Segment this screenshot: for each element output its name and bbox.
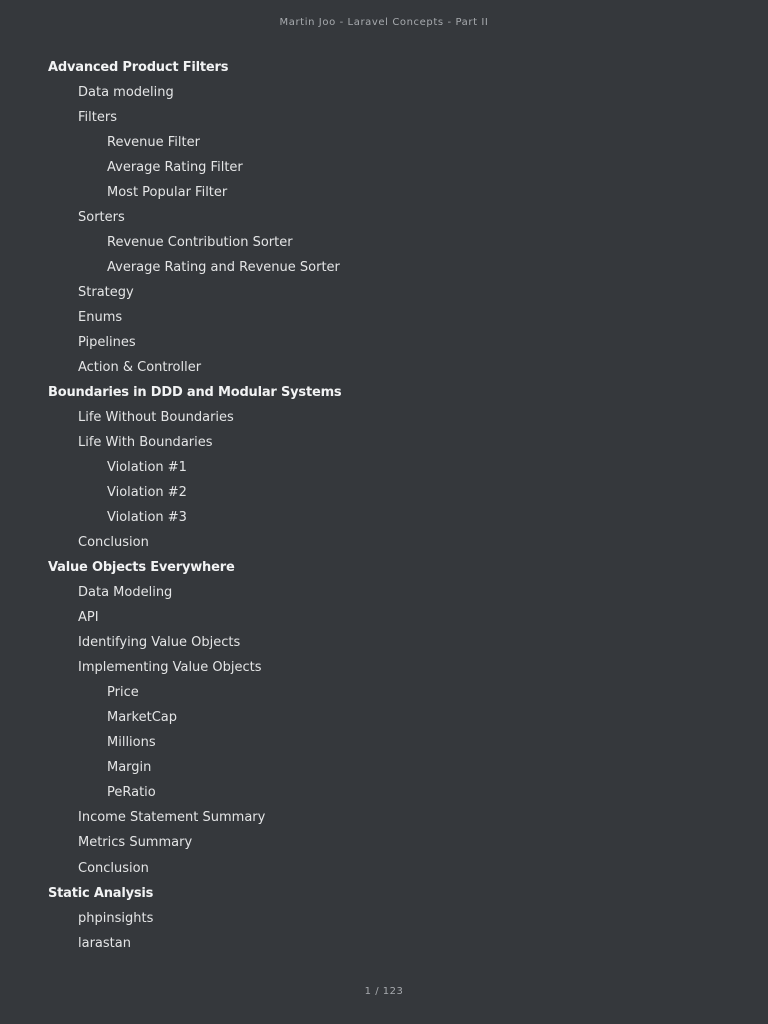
table-of-contents <box>0 58 768 959</box>
toc-subsection-link[interactable]: PeRatio <box>107 785 156 801</box>
toc-section-link[interactable]: Sorters <box>78 210 125 226</box>
toc-section-link[interactable]: Implementing Value Objects <box>78 660 262 676</box>
toc-chapter-link[interactable]: Value Objects Everywhere <box>48 560 235 576</box>
toc-subsection-link[interactable]: MarketCap <box>107 710 177 726</box>
toc-chapter-link[interactable]: Advanced Product Filters <box>48 60 229 75</box>
toc-subsection-link[interactable]: Violation #1 <box>107 460 187 476</box>
toc-subsection-link[interactable]: Average Rating Filter <box>107 160 243 176</box>
toc-subsection-link[interactable]: Most Popular Filter <box>107 185 228 201</box>
toc-section-link[interactable]: Conclusion <box>78 535 149 551</box>
page-number: 1 / 123 <box>364 986 404 997</box>
document-header: Martin Joo - Laravel Concepts - Part II <box>279 17 489 28</box>
toc-subsection-link[interactable]: Revenue Filter <box>107 135 200 151</box>
toc-subsection-link[interactable]: Price <box>107 685 139 701</box>
toc-section-link[interactable]: Metrics Summary <box>78 835 193 851</box>
toc-subsection-link[interactable]: Margin <box>107 760 152 776</box>
toc-chapter-link[interactable]: Boundaries in DDD and Modular Systems <box>48 385 342 401</box>
toc-section-link[interactable]: larastan <box>78 935 131 951</box>
toc-section-link[interactable]: Strategy <box>78 285 134 301</box>
toc-subsection-link[interactable]: Violation #2 <box>107 485 187 501</box>
toc-section-link[interactable]: Life Without Boundaries <box>78 410 234 426</box>
toc-section-link[interactable]: Identifying Value Objects <box>78 635 241 651</box>
toc-subsection-link[interactable]: Revenue Contribution Sorter <box>107 235 293 251</box>
toc-section-link[interactable]: Data modeling <box>78 85 174 101</box>
toc-section-link[interactable]: Action & Controller <box>78 360 202 376</box>
toc-section-link[interactable]: Income Statement Summary <box>78 810 266 826</box>
toc-section-link[interactable]: Pipelines <box>78 335 136 351</box>
toc-section-link[interactable]: phpinsights <box>78 910 154 926</box>
toc-subsection-link[interactable]: Violation #3 <box>107 510 187 526</box>
toc-section-link[interactable]: Conclusion <box>78 860 149 876</box>
toc-subsection-link[interactable]: Millions <box>107 735 156 751</box>
toc-section-link[interactable]: API <box>78 610 99 626</box>
toc-section-link[interactable]: Enums <box>78 310 123 326</box>
toc-chapter-link[interactable]: Static Analysis <box>48 885 154 901</box>
toc-section-link[interactable]: Life With Boundaries <box>78 435 213 451</box>
toc-subsection-link[interactable]: Average Rating and Revenue Sorter <box>107 260 340 276</box>
toc-section-link[interactable]: Data Modeling <box>78 585 173 601</box>
toc-section-link[interactable]: Filters <box>78 110 117 126</box>
